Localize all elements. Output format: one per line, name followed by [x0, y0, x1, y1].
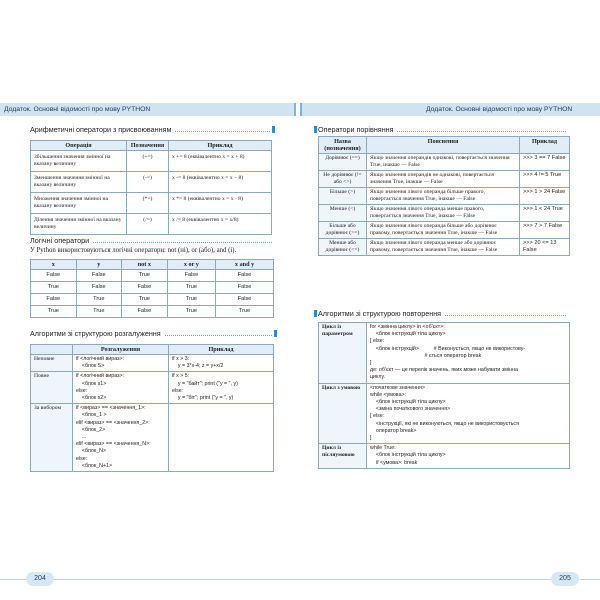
table-row [31, 151, 272, 172]
col-header: Приклад [169, 345, 274, 355]
code-line: y = "біт"; print ("y = ", y) [172, 395, 234, 402]
code-line: <зміна початкового значення> [370, 406, 451, 413]
code-line: if <умова>: break [370, 459, 418, 466]
table-cell: Ділення значення змінної на вказану величину [31, 214, 127, 235]
table-cell: >>> 1 < 24 True [520, 205, 570, 222]
table-cell: False [122, 306, 168, 318]
code-line: if <логічний вираз>: [76, 373, 125, 380]
table-row [319, 239, 570, 256]
row-label: За вибором [31, 404, 73, 472]
table-cell: False [31, 294, 77, 306]
table-cell: >>> 20 <= 13 False [520, 239, 570, 256]
table-cell: False [167, 270, 215, 282]
table-cell: >>> 1 > 24 False [520, 188, 570, 205]
page-footer-line [300, 579, 552, 580]
table-cell: True [167, 294, 215, 306]
row-label: Менше або дорівнює (<=) [319, 239, 367, 256]
code-line: else: [76, 455, 88, 462]
col-header: x and y [216, 260, 274, 270]
branch-section-title: Алгоритми зі структурою розгалуження [30, 327, 272, 341]
code-cell [367, 383, 570, 444]
code-cell [367, 444, 570, 469]
table-row [31, 294, 274, 306]
table-cell: False [216, 282, 274, 294]
col-header: Приклад [520, 137, 570, 154]
code-line: if x > 3: [172, 356, 190, 362]
table-cell: Множення значення змінної на вказану величину [31, 193, 127, 214]
row-label: Цикл із післяумовою [319, 444, 367, 469]
example-cell [169, 355, 274, 372]
table-row [319, 171, 570, 188]
code-line: while <умова>: [370, 391, 407, 398]
table-cell: False [216, 270, 274, 282]
table-cell: Якщо значення лівого операнда більше або дорівнює правому, повертається значення True, інакше — False [367, 222, 520, 239]
col-header [31, 345, 73, 355]
table-cell: Якщо значення операндів однакові, повертається значення True, інакше — False [367, 154, 520, 171]
assign-table [30, 140, 272, 235]
code-line: <блок інструкцій тіла циклу> [370, 331, 446, 338]
table-cell: False [216, 294, 274, 306]
col-header: x [31, 260, 77, 270]
table-row [31, 404, 274, 472]
table-cell: >>> 4 != 5 True [520, 171, 570, 188]
code-line: y = "байт"; print ("y = ", y) [172, 380, 238, 387]
code-line: <блок інструкцій тіла циклу> [370, 399, 446, 406]
table-row [31, 214, 272, 235]
table-cell: True [167, 306, 215, 318]
code-cell [367, 323, 570, 384]
code-line: оператор break> [370, 427, 417, 434]
table-cell: (/=) [127, 214, 169, 235]
row-label: Більше або дорівнює (>=) [319, 222, 367, 239]
table-cell: True [122, 270, 168, 282]
code-line: ... [76, 434, 87, 441]
col-header: Приклад [169, 141, 272, 151]
page-number-left: 204 [26, 572, 54, 586]
table-cell: True [122, 294, 168, 306]
code-line: <інструкції, які не виконуються, якщо не використовується [370, 420, 519, 427]
logic-table [30, 259, 274, 318]
table-cell: Якщо значення лівого операнда менше або дорівнює правому, повертається значення True, інакше — False [367, 239, 520, 256]
row-label: Цикл з умовою [319, 383, 367, 444]
code-line: <блок інструкцій> # Виконується, якщо не використову- [370, 345, 526, 352]
code-line: <блок_1 > [76, 412, 107, 419]
row-label: Дорівнює (==) [319, 154, 367, 171]
code-line: циклу. [370, 374, 386, 381]
table-cell: False [31, 270, 77, 282]
table-cell: True [76, 306, 122, 318]
table-row [31, 270, 274, 282]
table-row [31, 372, 274, 404]
code-line: <блок інструкцій тіла циклу> [370, 452, 446, 459]
code-line: <блок s1> [76, 380, 107, 387]
table-cell: True [216, 306, 274, 318]
table-row [31, 193, 272, 214]
code-cell [73, 372, 169, 404]
table-row [319, 154, 570, 171]
table-cell: x += 8 (еквівалентно x = x + 8) [169, 151, 272, 172]
table-cell: Якщо значення лівого операнда менше правого, повертається значення True, інакше — False [367, 205, 520, 222]
logic-section-title: Логічні оператори [30, 234, 272, 248]
code-line: elif <вираз> == <значення_2>: [76, 419, 150, 426]
loop-section-title: Алгоритми зі структурою повторення [318, 307, 566, 321]
col-header: y [76, 260, 122, 270]
code-line: <блок_N> [76, 448, 107, 455]
code-line: elif <вираз> == <значення_N>: [76, 441, 151, 448]
code-line: де: об'єкт — це перелік значень, яких може набувати змінна [370, 367, 518, 374]
code-cell [73, 355, 169, 372]
table-cell: >>> 3 == 7 False [520, 154, 570, 171]
assign-section-title: Арифметичні оператори з присвоюванням [30, 123, 270, 137]
code-line: if <вираз> == <значення_1>: [76, 405, 146, 412]
col-header: Розгалуження [73, 345, 169, 355]
code-line: while True: [370, 445, 396, 452]
loop-table [318, 322, 570, 469]
table-row [319, 444, 570, 469]
row-label: Менше (<) [319, 205, 367, 222]
table-cell: >>> 7 > 7 False [520, 222, 570, 239]
code-line: ] [370, 360, 372, 367]
page-footer-line [580, 579, 600, 580]
example-cell [169, 404, 274, 472]
table-row [31, 172, 272, 193]
table-row [319, 323, 570, 384]
table-row [319, 383, 570, 444]
table-row [31, 306, 274, 318]
code-line: else: [76, 387, 88, 394]
col-header: Позначення [127, 141, 169, 151]
table-cell: True [31, 282, 77, 294]
table-row [31, 355, 274, 372]
code-line: <блок S> [76, 363, 105, 370]
row-label: Не дорівнює (!= або <>) [319, 171, 367, 188]
col-header: Назва (позначення) [319, 137, 367, 154]
table-row [319, 222, 570, 239]
code-cell [73, 404, 169, 472]
table-cell: False [122, 282, 168, 294]
table-cell: (*=) [127, 193, 169, 214]
compare-table [318, 136, 570, 256]
example-cell [169, 372, 274, 404]
code-line: <початкове значення> [370, 384, 426, 391]
row-label: Цикл із параметром [319, 323, 367, 384]
table-cell: Збільшення значення змінної на вказану величину [31, 151, 127, 172]
col-header: Операція [31, 141, 127, 151]
code-line: ] [370, 435, 372, 442]
branch-table [30, 344, 274, 472]
code-line: if x > 5: [172, 373, 190, 380]
table-cell: Зменшення значення змінної на вказану величину [31, 172, 127, 193]
col-header: Пояснення [367, 137, 520, 154]
table-cell: False [76, 282, 122, 294]
table-cell: x -= 8 (еквівалентно x = x − 8) [169, 172, 272, 193]
table-cell: x *= 8 (еквівалентно x = x · 8) [169, 193, 272, 214]
row-label: Повне [31, 372, 73, 404]
code-line: <блок s2> [76, 395, 107, 402]
table-cell: x /= 8 (еквівалентно x = x/8) [169, 214, 272, 235]
code-line: <блок_N+1> [76, 462, 113, 469]
table-row [31, 260, 274, 270]
right-running-header: Додаток. Основні відомості про мову PYTHON [300, 103, 600, 116]
table-cell: (+=) [127, 151, 169, 172]
table-cell: Якщо значення операндів не однакові, повертається значення True, інакше — False [367, 171, 520, 188]
row-label: Неповне [31, 355, 73, 372]
table-cell: (-=) [127, 172, 169, 193]
table-row [319, 188, 570, 205]
code-line: y = 3*x-4; z = y+x/2 [172, 363, 224, 370]
code-line: for <змінна циклу> in <об'єкт>: [370, 324, 445, 330]
left-running-header: Додаток. Основні відомості про мову PYTHON [0, 103, 296, 116]
code-line: else: [172, 387, 184, 394]
table-cell: True [31, 306, 77, 318]
code-line: # ється оператор break [370, 352, 482, 359]
code-line: [ else: [370, 338, 385, 345]
page-number-right: 205 [551, 572, 579, 586]
code-line: if <логічний вираз>: [76, 356, 125, 362]
logic-paragraph: У Python використовуються логічні оператори: not (ні), or (або), and (і). [30, 247, 237, 254]
cmp-section-title: Оператори порівняння [318, 123, 566, 137]
code-line: [ else: [370, 413, 385, 420]
table-cell: False [76, 270, 122, 282]
table-cell: Якщо значення лівого операнда більше правого, повертається значення True, інакше — False [367, 188, 520, 205]
table-row [31, 282, 274, 294]
row-label: Більше (>) [319, 188, 367, 205]
table-cell: True [76, 294, 122, 306]
col-header: x or y [167, 260, 215, 270]
code-line: <блок_2> [76, 426, 106, 433]
col-header: not x [122, 260, 168, 270]
table-row [319, 205, 570, 222]
table-cell: True [167, 282, 215, 294]
page-footer-line [54, 579, 300, 580]
